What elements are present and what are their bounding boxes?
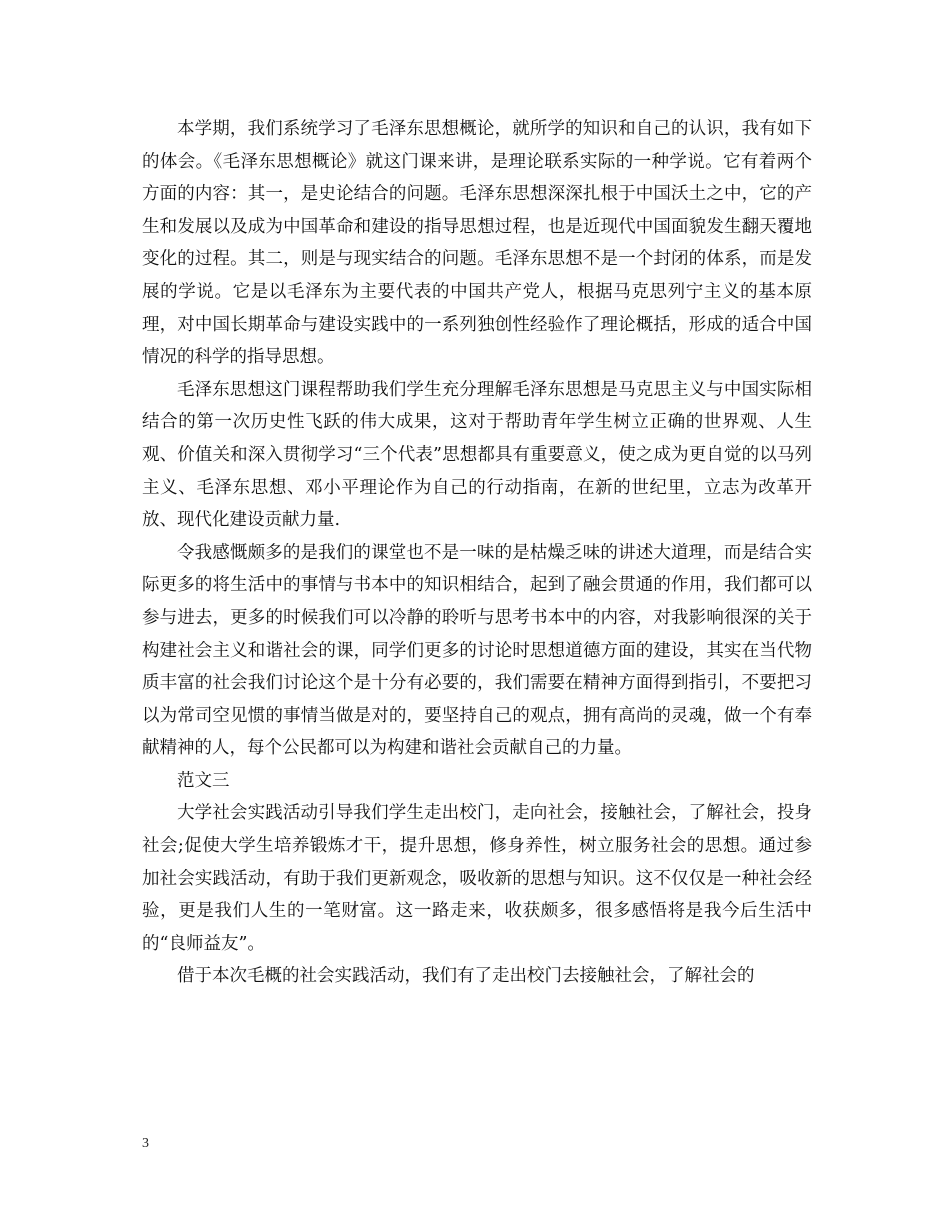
section-heading: 范文三 xyxy=(177,770,230,791)
paragraph-2: 毛泽东思想这门课程帮助我们学生充分理解毛泽东思想是马克思主义与中国实际相结合的第一次历史性飞跃的伟大成果，这对于帮助青年学生树立正确的世界观、人生观、价值关和深入贯彻学习“三个代表”思想都具有重要意义，使之成为更自觉的以马列主义、毛泽东思想、邓小平理论作为自己的行动指南，在新的世纪里，立志为改革开放、现代化建设贡献力量. xyxy=(142,379,812,531)
document-body xyxy=(142,113,812,993)
paragraph-5: 借于本次毛概的社会实践活动，我们有了走出校门去接触社会，了解社会的 xyxy=(177,966,755,987)
paragraph-1: 本学期，我们系统学习了毛泽东思想概论，就所学的知识和自己的认识，我有如下的体会。《毛泽东思想概论》就这门课来讲，是理论联系实际的一种学说。它有着两个方面的内容：其一，是史论结合的问题。毛泽东思想深深扎根于中国沃土之中，它的产生和发展以及成为中国革命和建设的指导思想过程，也是近现代中国面貌发生翻天覆地变化的过程。其二，则是与现实结合的问题。毛泽东思想不是一个封闭的体系，而是发展的学说。它是以毛泽东为主要代表的中国共产党人，根据马克思列宁主义的基本原理，对中国长期革命与建设实践中的一系列独创性经验作了理论概括，形成的适合中国情况的科学的指导思想。 xyxy=(142,119,812,368)
page-number: 3 xyxy=(142,1136,149,1151)
paragraph-4: 大学社会实践活动引导我们学生走出校门，走向社会，接触社会，了解社会，投身社会;促使大学生培养锻炼才干，提升思想，修身养性，树立服务社会的思想。通过参加社会实践活动，有助于我们更新观念，吸收新的思想与知识。这不仅仅是一种社会经验，更是我们人生的一笔财富。这一路走来，收获颇多，很多感悟将是我今后生活中的“良师益友”。 xyxy=(142,803,812,954)
paragraph-3: 令我感慨颇多的是我们的课堂也不是一味的是枯燥乏味的讲述大道理，而是结合实际更多的将生活中的事情与书本中的知识相结合，起到了融会贯通的作用，我们都可以参与进去，更多的时候我们可以冷静的聆听与思考书本中的内容，对我影响很深的关于构建社会主义和谐社会的课，同学们更多的讨论时思想道德方面的建设，其实在当代物质丰富的社会我们讨论这个是十分有必要的，我们需要在精神方面得到指引，不要把习以为常司空见惯的事情当做是对的，要坚持自己的观点，拥有高尚的灵魂，做一个有奉献精神的人，每个公民都可以为构建和谐社会贡献自己的力量。 xyxy=(142,542,812,759)
